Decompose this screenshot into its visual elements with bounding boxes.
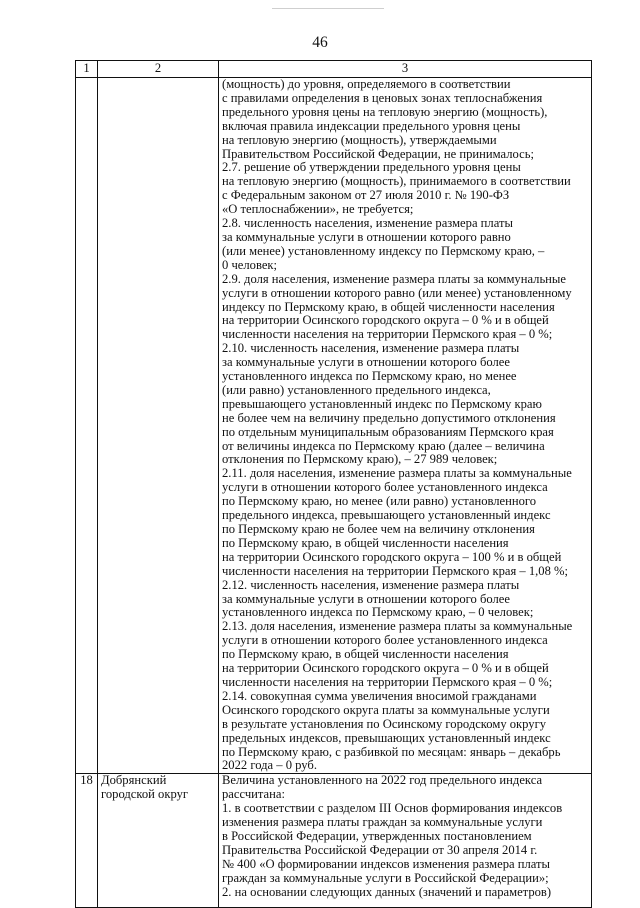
text-line: № 400 «О формировании индексов изменения размера платы: [222, 856, 550, 871]
text-line: с Федеральным законом от 27 июля 2010 г. № 190-ФЗ: [222, 188, 510, 203]
text-line: 2.12. численность населения, изменение размера платы: [222, 577, 520, 592]
municipality-name-cell: [98, 78, 219, 774]
text-line: с правилами определения в ценовых зонах теплоснабжения: [222, 90, 543, 105]
text-line: Величина установленного на 2022 год предельного индекса: [222, 773, 543, 788]
text-line: по Пермскому краю, в общей численности населения: [222, 647, 509, 662]
text-line: услуги в отношении которого равно (или менее) установленному: [222, 285, 572, 300]
text-line: включая правила индексации предельного уровня цены: [222, 118, 521, 133]
text-line: индексу по Пермскому краю, в общей численности населения: [222, 299, 555, 314]
column-header-2: 2: [98, 61, 219, 78]
text-line: 2.8. численность населения, изменение размера платы: [222, 216, 513, 231]
text-line: 2022 года – 0 руб.: [222, 758, 317, 773]
text-line: 2.10. численность населения, изменение размера платы: [222, 341, 520, 356]
text-line: предельного уровня цены на тепловую энергию (мощность),: [222, 104, 548, 119]
text-line: превышающего установленный индекс по Пермскому краю: [222, 396, 542, 411]
text-line: граждан за коммунальные услуги в Российской Федерации»;: [222, 870, 549, 885]
text-line: отклонения по Пермскому краю), – 27 989 человек;: [222, 452, 498, 467]
text-line: Правительства Российской Федерации от 30 апреля 2014 г.: [222, 842, 538, 857]
page-number: 46: [312, 34, 328, 51]
text-line: на тепловую энергию (мощность), утверждаемыми: [222, 132, 497, 147]
table-header-row: [76, 61, 592, 78]
text-line: 2.14. совокупная сумма увеличения вносимой гражданами: [222, 688, 537, 703]
text-line: по Пермскому краю, в общей численности населения: [222, 535, 509, 550]
text-line: предельного индекса, превышающего установленный индекс: [222, 508, 551, 523]
document-table: [75, 60, 592, 908]
text-line: Правительством Российской Федерации, не принималось;: [222, 146, 534, 161]
table-row: [76, 78, 592, 774]
text-line: численности населения на территории Пермского края – 1,08 %;: [222, 563, 569, 578]
column-header-1: 1: [76, 61, 98, 78]
text-line: 2.13. доля населения, изменение размера платы за коммунальные: [222, 619, 573, 634]
text-line: на территории Осинского городского округа – 0 % и в общей: [222, 661, 549, 676]
column-header-3: 3: [219, 61, 592, 78]
text-line: за коммунальные услуги в отношении которого более: [222, 591, 510, 606]
text-line: по Пермскому краю, но менее (или равно) установленного: [222, 494, 537, 509]
text-line: 2. на основании следующих данных (значений и параметров): [222, 884, 552, 899]
text-line: 0 человек;: [222, 257, 278, 272]
text-line: (мощность) до уровня, определяемого в соответствии: [222, 77, 511, 91]
text-line: 2.9. доля населения, изменение размера платы за коммунальные: [222, 271, 566, 286]
text-line: рассчитана:: [222, 787, 285, 802]
text-line: за коммунальные услуги в отношении которого более: [222, 355, 510, 370]
justification-text-cell: [219, 774, 592, 908]
text-line: на территории Осинского городского округа – 100 % и в общей: [222, 549, 562, 564]
text-line: 1. в соответствии с разделом III Основ формирования индексов: [222, 801, 563, 816]
text-line: услуги в отношении которого более установленного индекса: [222, 480, 548, 495]
text-line: на территории Осинского городского округа – 0 % и в общей: [222, 313, 549, 328]
text-line: по Пермскому краю, с разбивкой по месяцам: январь – декабрь: [222, 744, 561, 759]
text-line: в результате установления по Осинскому городскому округу: [222, 716, 547, 731]
text-line: городской округ: [101, 787, 189, 802]
text-line: по отдельным муниципальным образованиям Пермского края: [222, 424, 554, 439]
text-line: не более чем на величину предельно допустимого отклонения: [222, 410, 556, 425]
row-number-cell: 18: [76, 774, 98, 908]
text-line: (или менее) установленному индексу по Пермскому краю, –: [222, 243, 545, 258]
municipality-name-cell: [98, 774, 219, 908]
text-line: от величины индекса по Пермскому краю (далее – величина: [222, 438, 545, 453]
text-line: Добрянский: [101, 773, 167, 788]
justification-text-cell: [219, 78, 592, 774]
text-line: Осинского городского округа платы за коммунальные услуги: [222, 702, 550, 717]
text-line: по Пермскому краю не более чем на величину отклонения: [222, 522, 535, 536]
text-line: численности населения на территории Пермского края – 0 %;: [222, 674, 553, 689]
text-line: установленного индекса по Пермскому краю, – 0 человек;: [222, 605, 534, 620]
text-line: услуги в отношении которого более установленного индекса: [222, 633, 548, 648]
text-line: на тепловую энергию (мощность), принимаемого в соответствии: [222, 174, 571, 189]
top-rule: [272, 8, 384, 9]
text-line: предельных индексов, превышающих установленный индекс: [222, 730, 551, 745]
text-line: численности населения на территории Пермского края – 0 %;: [222, 327, 553, 342]
text-line: изменения размера платы граждан за коммунальные услуги: [222, 815, 543, 830]
text-line: за коммунальные услуги в отношении которого равно: [222, 229, 511, 244]
text-line: 2.11. доля населения, изменение размера платы за коммунальные: [222, 466, 572, 481]
text-line: «О теплоснабжении», не требуется;: [222, 202, 414, 217]
text-line: 2.7. решение об утверждении предельного уровня цены: [222, 160, 521, 175]
text-line: установленного индекса по Пермскому краю, но менее: [222, 369, 517, 384]
table-row: [76, 774, 592, 908]
row-number-cell: [76, 78, 98, 774]
text-line: (или равно) установленного предельного индекса,: [222, 382, 491, 397]
text-line: в Российской Федерации, утвержденных постановлением: [222, 828, 532, 843]
